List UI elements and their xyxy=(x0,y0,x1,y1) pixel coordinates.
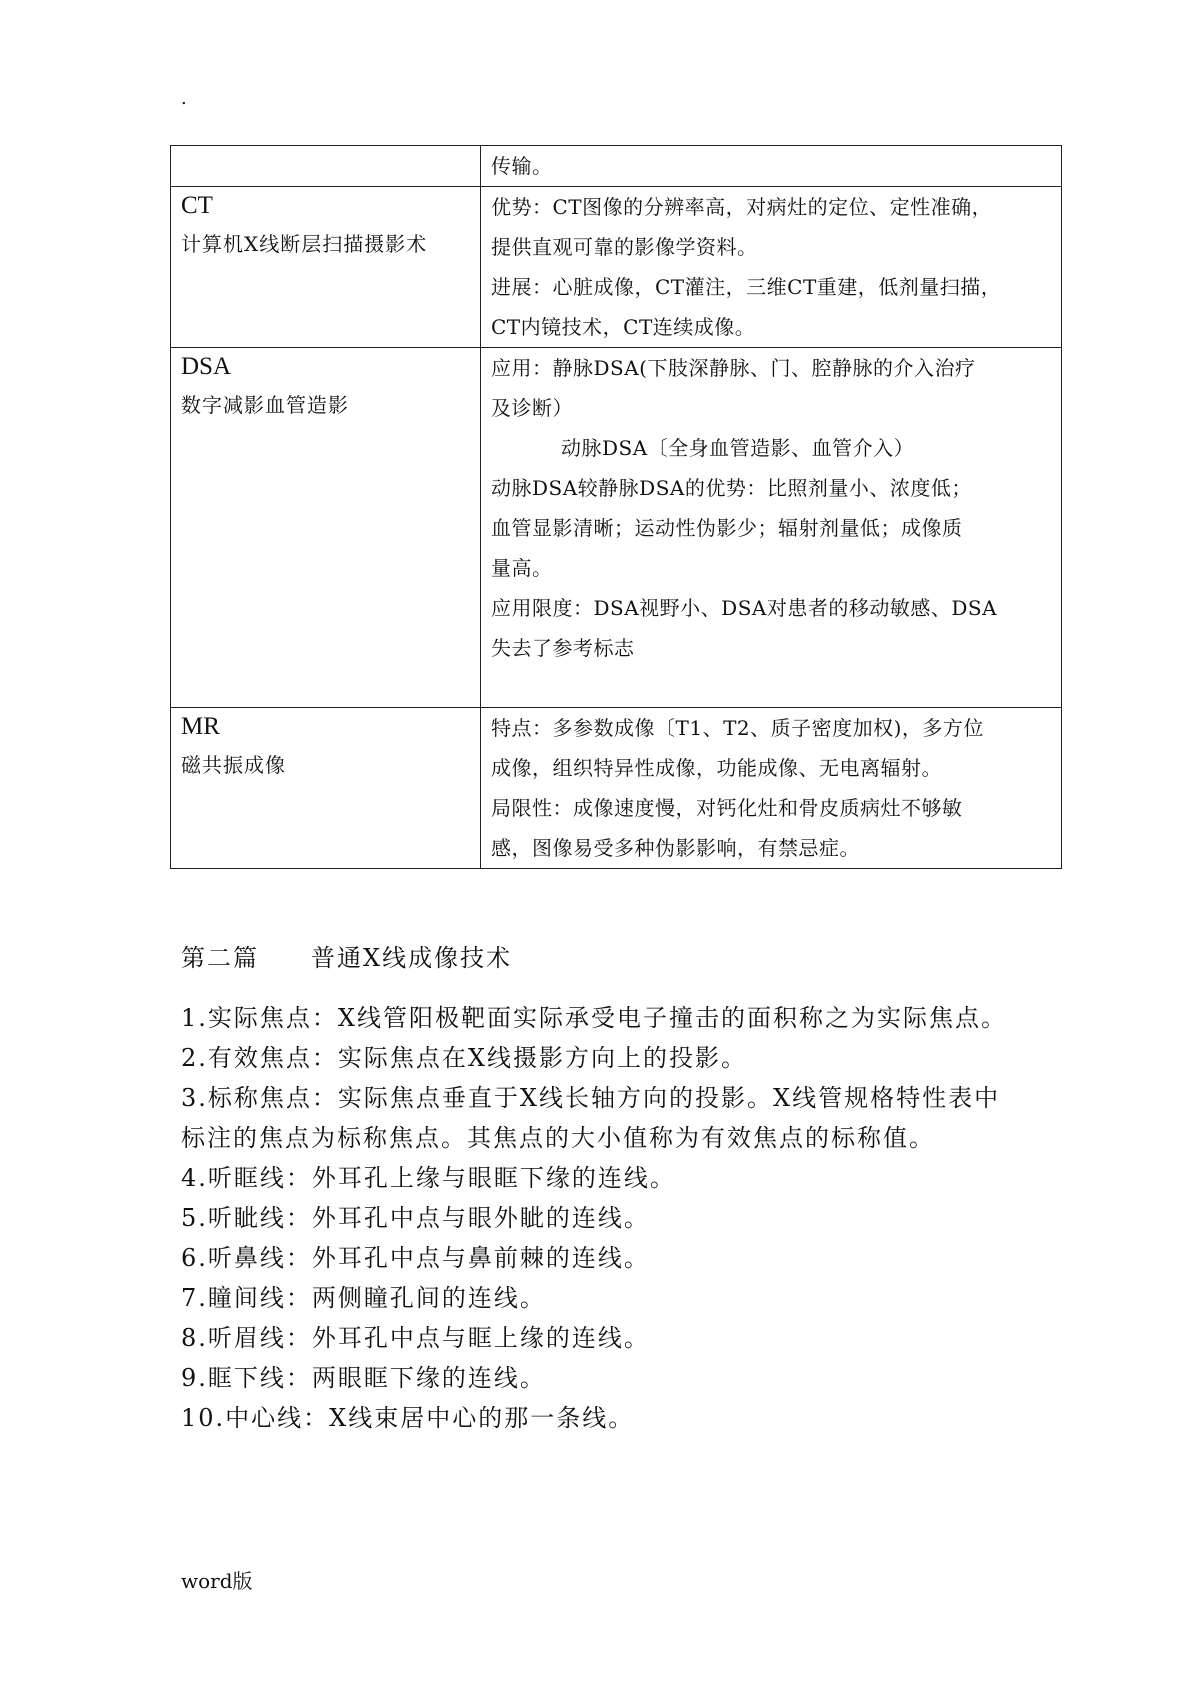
modality-abbr: CT xyxy=(181,192,213,219)
description-line: 动脉DSA〔全身血管造影、血管介入） xyxy=(561,436,915,460)
description-cell xyxy=(481,187,1062,348)
section-title: 第二篇 普通X线成像技术 xyxy=(181,944,513,972)
modality-abbr: MR xyxy=(181,713,220,740)
description-line: 动脉DSA较静脉DSA的优势：比照剂量小、浓度低； xyxy=(491,476,972,500)
definition-item: 3.标称焦点：实际焦点垂直于X线长轴方向的投影。X线管规格特性表中标注的焦点为标称焦点。其焦点的大小值称为有效焦点的标称值。 xyxy=(181,1084,1001,1152)
definition-item: 8.听眉线：外耳孔中点与眶上缘的连线。 xyxy=(181,1324,650,1352)
description-line: 及诊断） xyxy=(491,396,573,420)
description-line: 失去了参考标志 xyxy=(491,636,635,660)
description-line: 进展：心脏成像，CT灌注，三维CT重建，低剂量扫描， xyxy=(491,275,1002,299)
modality-cell xyxy=(171,146,481,187)
definition-item: 10.中心线：X线束居中心的那一条线。 xyxy=(181,1404,635,1432)
description-line: 血管显影清晰；运动性伪影少；辐射剂量低；成像质 xyxy=(491,516,963,540)
modality-cell xyxy=(171,348,481,708)
table-row xyxy=(171,146,1062,187)
definition-item: 7.瞳间线：两侧瞳孔间的连线。 xyxy=(181,1284,546,1312)
header-dot: . xyxy=(181,88,187,109)
description-line: 应用限度：DSA视野小、DSA对患者的移动敏感、DSA xyxy=(491,596,998,620)
table-row xyxy=(171,708,1062,869)
description-cell xyxy=(481,146,1062,187)
modality-abbr: DSA xyxy=(181,353,232,380)
definition-item: 9.眶下线：两眼眶下缘的连线。 xyxy=(181,1364,546,1392)
description-line: 成像，组织特异性成像，功能成像、无电离辐射。 xyxy=(491,756,942,780)
modality-full-name: 数字减影血管造影 xyxy=(181,393,349,417)
definition-item: 1.实际焦点：X线管阳极靶面实际承受电子撞击的面积称之为实际焦点。 xyxy=(181,1004,1007,1032)
description-line: CT内镜技术，CT连续成像。 xyxy=(491,315,756,339)
modality-full-name: 磁共振成像 xyxy=(181,753,286,777)
definition-item: 6.听鼻线：外耳孔中点与鼻前棘的连线。 xyxy=(181,1244,650,1272)
modality-full-name: 计算机X线断层扫描摄影术 xyxy=(181,232,428,256)
description-line: 特点：多参数成像〔T1、T2、质子密度加权)，多方位 xyxy=(491,716,984,740)
modality-cell xyxy=(171,187,481,348)
description-line: 优势：CT图像的分辨率高，对病灶的定位、定性准确， xyxy=(491,195,993,219)
table-row xyxy=(171,348,1062,708)
description-line: 局限性：成像速度慢，对钙化灶和骨皮质病灶不够敏 xyxy=(491,796,963,820)
description-line: 传输。 xyxy=(491,154,553,178)
description-cell xyxy=(481,708,1062,869)
page-footer: word版 xyxy=(181,1569,253,1593)
description-line: 感，图像易受多种伪影影响，有禁忌症。 xyxy=(491,836,860,860)
definition-list xyxy=(181,998,1021,1438)
modality-table xyxy=(170,145,1062,869)
table-row xyxy=(171,187,1062,348)
definition-item: 5.听眦线：外耳孔中点与眼外眦的连线。 xyxy=(181,1204,650,1232)
definition-item: 2.有效焦点：实际焦点在X线摄影方向上的投影。 xyxy=(181,1044,747,1072)
description-line: 应用：静脉DSA(下肢深静脉、门、腔静脉的介入治疗 xyxy=(491,356,976,380)
description-line: 提供直观可靠的影像学资料。 xyxy=(491,235,758,259)
definition-item: 4.听眶线：外耳孔上缘与眼眶下缘的连线。 xyxy=(181,1164,676,1192)
description-cell xyxy=(481,348,1062,708)
description-line: 量高。 xyxy=(491,556,553,580)
modality-cell xyxy=(171,708,481,869)
